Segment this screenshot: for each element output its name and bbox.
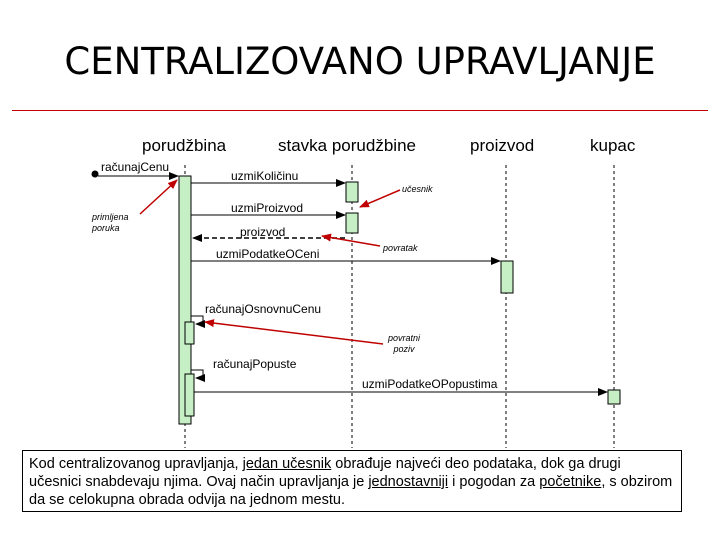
description-text-4: , s obzirom da se celokupna obrada odvija na jednom mestu. bbox=[29, 474, 673, 508]
description-underlined-1: jedan učesnik bbox=[242, 456, 332, 472]
page-title: CENTRALIZOVANO UPRAVLJANJE bbox=[64, 40, 656, 83]
note-line-1: povratni bbox=[388, 333, 421, 343]
participant-kupac: kupac bbox=[590, 136, 636, 155]
message-label-racunajPopuste: računajPopuste bbox=[213, 357, 297, 371]
message-label-uzmiPodatkeOPopustima: uzmiPodatkeOPopustima bbox=[362, 377, 498, 391]
note-line-2: poziv bbox=[393, 344, 415, 354]
note-primljena-poruka bbox=[92, 212, 129, 234]
activation-porudzbina-2 bbox=[185, 322, 194, 344]
participant-stavka: stavka porudžbine bbox=[278, 136, 416, 155]
message-label-proizvod: proizvod bbox=[240, 225, 286, 239]
note-ucesnik: učesnik bbox=[402, 184, 433, 194]
activation-stavka-1 bbox=[346, 182, 358, 202]
activation-stavka-2 bbox=[346, 213, 358, 233]
activation-kupac bbox=[608, 390, 620, 404]
note-arrow-primljena bbox=[140, 180, 177, 214]
description-text-3: i pogodan za bbox=[448, 474, 540, 490]
note-line-2: poruka bbox=[92, 223, 120, 233]
message-label-uzmiKolicinu: uzmiKoličinu bbox=[231, 169, 299, 183]
note-line-1: primljena bbox=[92, 212, 129, 222]
description-underlined-2: jednostavniji bbox=[368, 474, 449, 490]
note-arrow-povratak bbox=[322, 236, 380, 246]
note-arrow-povratni bbox=[205, 322, 383, 344]
note-arrow-ucesnik bbox=[360, 190, 400, 207]
message-label-racunajCenu: računajCenu bbox=[101, 160, 170, 174]
found-message-start bbox=[92, 171, 99, 178]
description-text-1: Kod centralizovanog upravljanja, bbox=[29, 456, 243, 472]
activation-proizvod bbox=[501, 261, 513, 293]
message-label-uzmiProizvod: uzmiProizvod bbox=[231, 201, 304, 215]
activation-porudzbina-3 bbox=[185, 374, 194, 416]
description-textbox bbox=[22, 450, 682, 512]
participant-proizvod: proizvod bbox=[470, 136, 535, 155]
note-povratak: povratak bbox=[383, 243, 418, 253]
participant-porudzbina: porudžbina bbox=[142, 136, 227, 155]
description-text-2: obrađuje najveći deo podataka, dok ga drugi učesnici snabdevaju njima. Ovaj način upravljanja je bbox=[29, 456, 621, 490]
message-label-uzmiPodatkeOCeni: uzmiPodatkeOCeni bbox=[216, 247, 320, 261]
note-povratni-poziv bbox=[388, 333, 420, 355]
description-underlined-3: početnike bbox=[539, 474, 602, 490]
message-label-racunajOsnovnuCenu: računajOsnovnuCenu bbox=[205, 302, 322, 316]
